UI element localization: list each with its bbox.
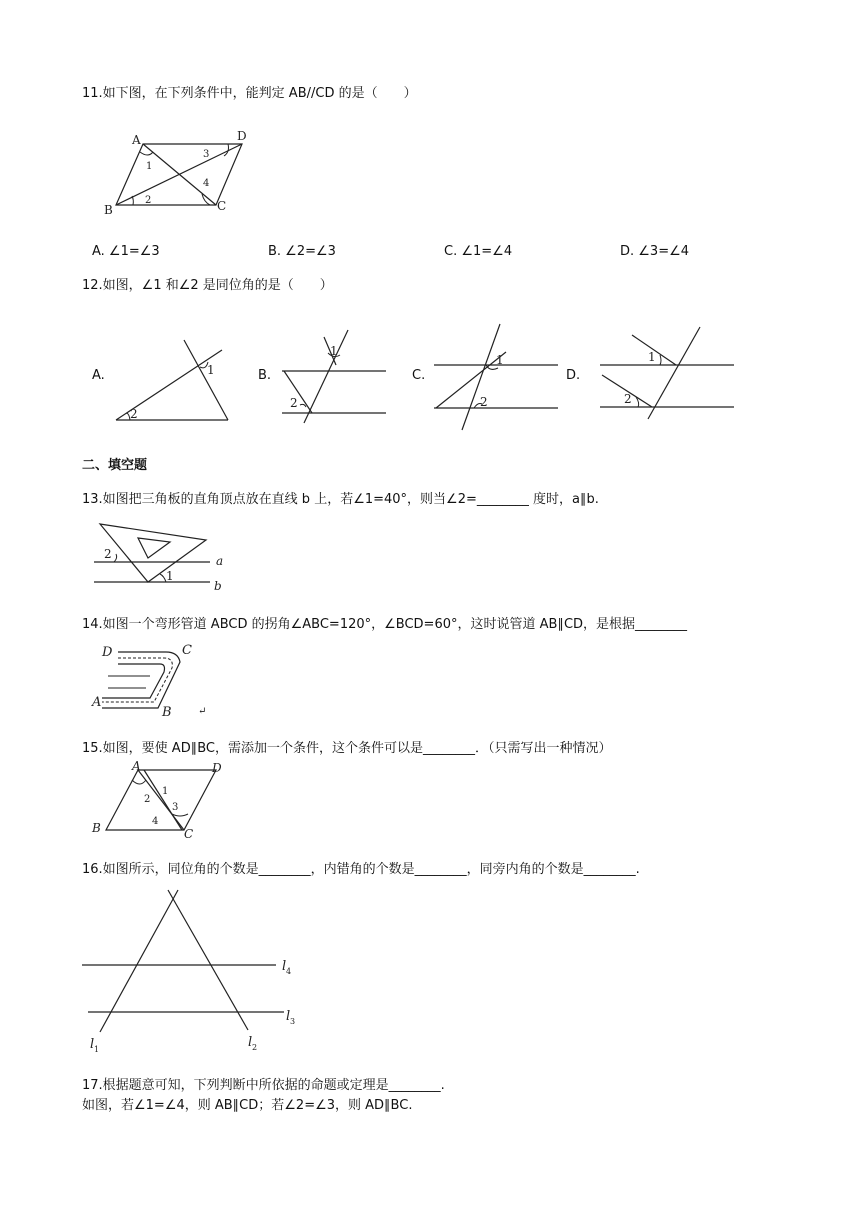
q12a-num-1: 1 [207,363,215,377]
q11-option-c: C. ∠1=∠4 [444,244,513,259]
q15-label-a: A [132,759,141,773]
q11-label-a: A [132,133,141,147]
q16-label-l1: l [90,1037,95,1052]
q13-num-2: 2 [104,547,112,561]
q15-num-2: 2 [144,794,151,805]
q12c-num-1: 1 [496,353,504,367]
q14-label-a: A [92,695,102,710]
q12b-num-1: 1 [330,344,338,358]
q17-stem: 17.根据题意可知，下列判断中所依据的命题或定理是________. [82,1078,445,1093]
q12b-num-2: 2 [290,396,298,410]
q12-figure-a [110,330,240,430]
q11-label-b: B [104,203,113,217]
q14-return-mark: ↵ [198,706,207,717]
q16-figure [78,888,318,1058]
q12-label-c: C. [412,368,426,383]
q12c-num-2: 2 [480,395,488,409]
q12a-num-2: 2 [130,407,138,421]
q12d-num-1: 1 [648,350,656,364]
q16-label-l2-sub: 2 [252,1043,258,1052]
q12-label-b: B. [258,368,272,383]
q12-figure-d [596,325,736,425]
q11-num-1: 1 [146,161,153,172]
q15-num-1: 1 [162,786,169,797]
q13-figure [90,518,230,594]
q16-label-l1-sub: 1 [94,1045,100,1054]
q15-label-c: C [184,827,194,841]
q17-line2: 如图，若∠1=∠4，则 AB∥CD；若∠2=∠3，则 AD∥BC. [82,1098,413,1113]
q16-label-l4-sub: 4 [286,967,292,976]
q16-stem: 16.如图所示，同位角的个数是________，内错角的个数是________，同旁内角的个数是________. [82,862,640,877]
q11-num-4: 4 [203,178,210,189]
q14-label-c: C [182,643,192,658]
q11-label-d: D [237,129,247,143]
q13-label-b: b [214,579,222,593]
q16-label-l4: l [282,959,287,974]
q13-stem: 13.如图把三角板的直角顶点放在直线 b 上，若∠1=40°，则当∠2=________ 度时，a∥b. [82,492,599,507]
q11-option-a: A. ∠1=∠3 [92,244,160,259]
q11-figure [100,128,260,218]
q16-label-l3: l [286,1009,291,1024]
q12d-num-2: 2 [624,392,632,406]
q13-num-1: 1 [166,569,174,583]
q11-option-d: D. ∠3=∠4 [620,244,690,259]
q15-stem: 15.如图，要使 AD∥BC，需添加一个条件，这个条件可以是________．（只需写出一种情况） [82,741,612,756]
q12-figure-c [430,322,560,432]
q12-label-a: A. [92,368,105,383]
q11-stem: 11.如下图，在下列条件中，能判定 AB//CD 的是（ ） [82,86,417,101]
q12-stem: 12.如图，∠1 和∠2 是同位角的是（ ） [82,278,333,293]
q12-figure-b [278,325,388,425]
q14-label-b: B [162,705,172,720]
q12-label-d: D. [566,368,581,383]
q11-num-2: 2 [145,195,152,206]
section-2-title: 二、填空题 [82,458,148,473]
q11-option-b: B. ∠2=∠3 [268,244,336,259]
q16-label-l3-sub: 3 [290,1017,296,1026]
q11-num-3: 3 [203,149,210,160]
q14-figure [88,640,218,720]
q15-num-3: 3 [172,802,179,813]
q11-label-c: C [217,199,227,213]
q15-num-4: 4 [152,816,159,827]
q15-label-b: B [92,821,101,835]
q13-label-a: a [216,554,224,568]
q14-label-d: D [102,645,113,660]
q16-label-l2: l [248,1035,253,1050]
q14-stem: 14.如图一个弯形管道 ABCD 的拐角∠ABC=120°，∠BCD=60°，这时说管道 AB∥CD，是根据________ [82,617,688,632]
q15-label-d: D [212,761,222,775]
q15-figure [88,759,238,842]
